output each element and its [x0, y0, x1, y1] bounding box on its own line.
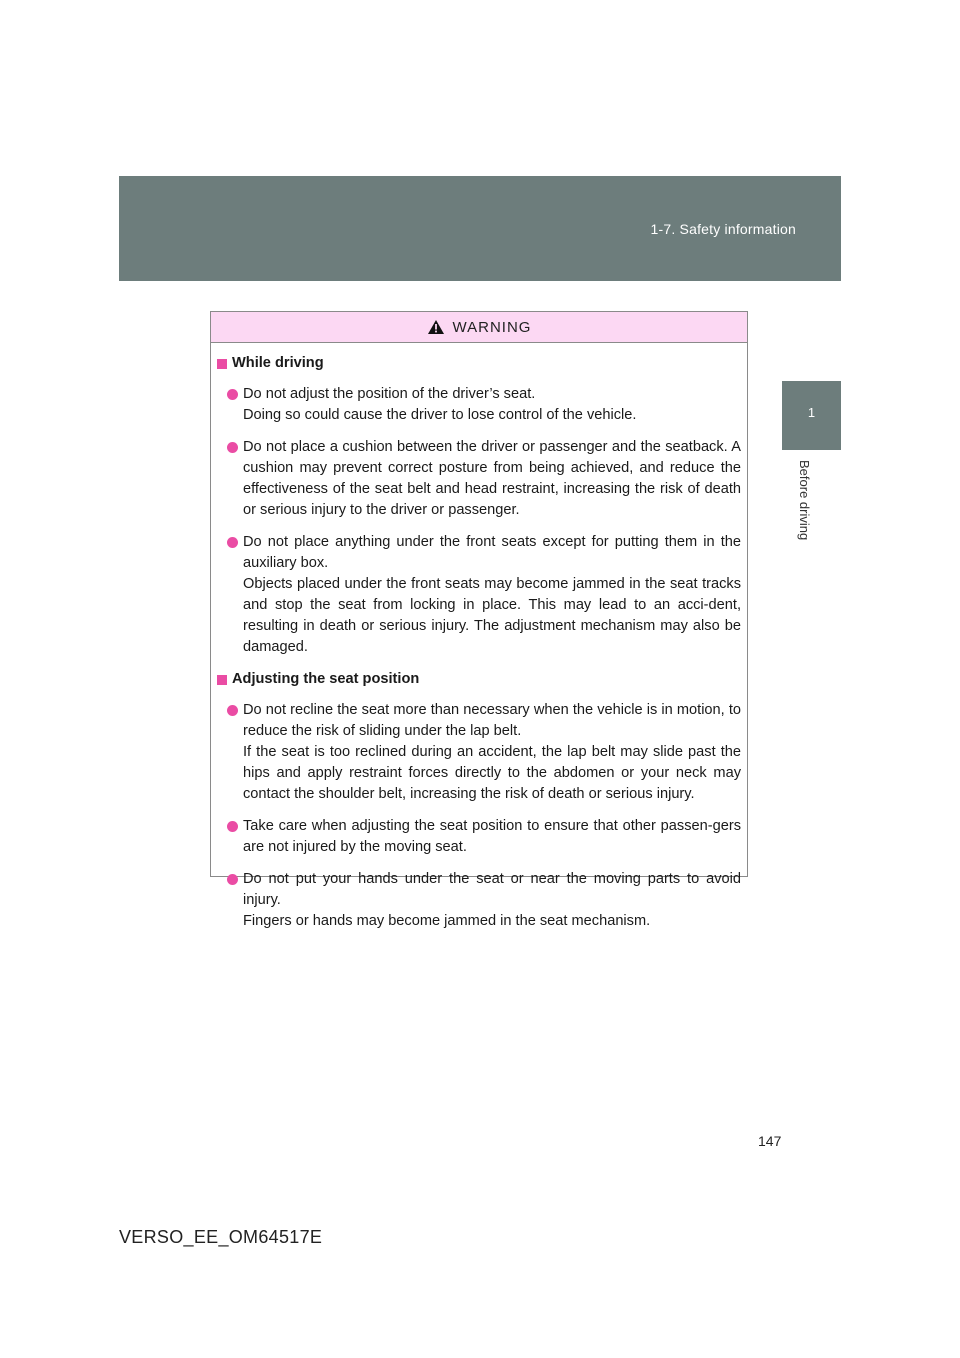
bullet-text: Do not place a cushion between the driver or passenger and the seatback. A cushion may prevent correct posture from being achieved, and reduce the effectiveness of the seat belt and head restraint, increasing the risk of death or serious injury to the driver or passenger.	[243, 439, 741, 518]
square-bullet-icon	[217, 675, 227, 685]
warning-bullet	[217, 384, 741, 426]
circle-bullet-icon	[227, 442, 238, 453]
section-heading-text: While driving	[232, 355, 324, 371]
bullet-text: Fingers or hands may become jammed in the seat mechanism.	[243, 913, 651, 929]
chapter-number: 1	[807, 405, 816, 420]
circle-bullet-icon	[227, 705, 238, 716]
bullet-text: Do not place anything under the front seats except for putting them in the auxiliary box.	[243, 534, 741, 571]
footer-code: VERSO_EE_OM64517E	[119, 1227, 323, 1247]
warning-bullet	[217, 869, 741, 932]
section-heading	[217, 353, 741, 374]
warning-bullet	[217, 700, 741, 805]
warning-box	[210, 311, 748, 929]
section-heading	[217, 669, 741, 690]
bullet-text: If the seat is too reclined during an accident, the lap belt may slide past the hips and apply restraint forces directly to the abdomen or your neck may contact the shoulder belt, increasing the risk of death or serious injury.	[243, 744, 741, 802]
chapter-tab	[782, 381, 841, 450]
warning-body	[211, 343, 747, 932]
chapter-label	[797, 460, 822, 560]
circle-bullet-icon	[227, 389, 238, 400]
warning-header	[211, 312, 747, 343]
page-number: 147	[758, 1133, 782, 1149]
bullet-text: Take care when adjusting the seat position to ensure that other passen-gers are not injured by the moving seat.	[243, 818, 741, 855]
circle-bullet-icon	[227, 874, 238, 885]
warning-bullet	[217, 532, 741, 658]
bullet-text: Do not recline the seat more than necessary when the vehicle is in motion, to reduce the risk of sliding under the lap belt.	[243, 702, 741, 739]
square-bullet-icon	[217, 359, 227, 369]
warning-bullet	[217, 437, 741, 521]
bullet-text: Objects placed under the front seats may become jammed in the seat tracks and stop the seat from locking in place. This may lead to an acci-dent, resulting in death or serious injury. The adjustment mechanism may also be damaged.	[243, 576, 741, 655]
warning-bullet	[217, 816, 741, 858]
circle-bullet-icon	[227, 537, 238, 548]
bullet-text: Do not adjust the position of the driver’s seat.	[243, 386, 536, 402]
circle-bullet-icon	[227, 821, 238, 832]
bullet-text: Doing so could cause the driver to lose control of the vehicle.	[243, 407, 637, 423]
section-title: 1-7. Safety information	[650, 221, 796, 237]
bullet-text: Do not put your hands under the seat or near the moving parts to avoid injury.	[243, 871, 741, 908]
warning-triangle-icon	[427, 319, 445, 335]
warning-title: WARNING	[452, 318, 532, 336]
section-heading-text: Adjusting the seat position	[232, 671, 420, 687]
chapter-label-text: Before driving	[797, 460, 812, 541]
header-band	[119, 176, 841, 281]
